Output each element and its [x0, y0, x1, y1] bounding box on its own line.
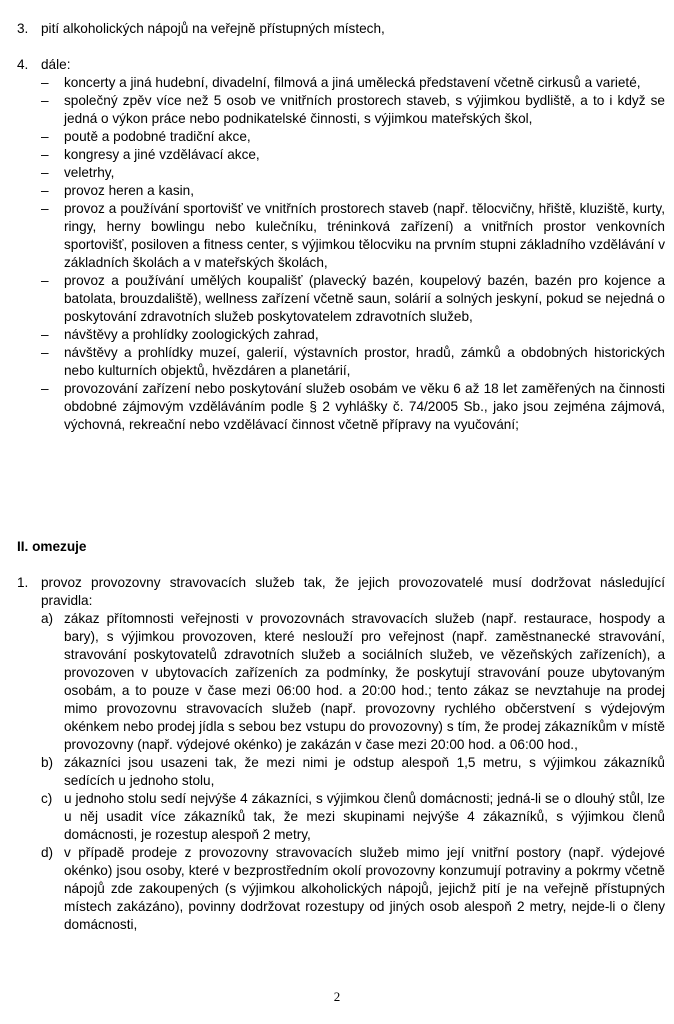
item-intro-text: provoz provozovny stravovacích služeb tak, že jejich provozovatelé musí dodržovat následující pravidla: [41, 575, 665, 608]
dash-bullet: – [41, 183, 49, 198]
list-item: – provoz a používání sportovišť ve vnitřních prostorech staveb (např. tělocvičny, hřiště, kluziště, kurty, ringy, herny bowlingu nebo kulečníku, tréninková zařízení) a vnitřních prostor venkovních sportovišť, posiloven a fitness center, s výjimkou tělocviku na prvním stupni základního vzdělávání v základních školách a v mateřských školách, [41, 201, 665, 270]
item-intro-text: dále: [41, 57, 71, 72]
dash-bullet: – [41, 201, 49, 216]
rule-letter: a) [41, 611, 54, 626]
list-item: – provoz heren a kasin, [41, 183, 194, 198]
rule-letter: b) [41, 755, 54, 770]
rules-list [17, 610, 665, 934]
rule-item: b) zákazníci jsou usazeni tak, že mezi nimi je odstup alespoň 1,5 metru, s výjimkou zákazníků sedících u jednoho stolu, [41, 755, 665, 788]
dash-bullet: – [41, 129, 49, 144]
list-item: – provozování zařízení nebo poskytování služeb osobám ve věku 6 až 18 let zaměřených na činnosti obdobné zájmovým vzděláváním podle § 2 vyhlášky č. 74/2005 Sb., jako jsou zejména zájmová, výchovná, rekreační nebo vzdělávací činnost včetně přípravy na vyučování; [41, 381, 665, 432]
rule-letter: d) [41, 845, 54, 860]
page-number: 2 [333, 989, 341, 1004]
rule-item: a) zákaz přítomnosti veřejnosti v provozovnách stravovacích služeb (např. restaurace, hospody a bary), s výjimkou provozoven, které neslouží pro veřejnost (např. zaměstnanecké stravování, stravování poskytovatelů zdravotních služeb a sociálních služeb, ve vězeňských zařízeních), a provozoven v ubytovacích zařízeních za podmínky, že poskytují stravování pouze ubytovaným osobám, a to pouze v čase mezi 06:00 hod. a 20:00 hod.; tento zákaz se nevztahuje na prodej mimo provozovnu stravovacích služeb (např. provozovny rychlého občerstvení s výdejovým okénkem nebo prodej jídla s sebou bez vstupu do provozovny) s tím, že prodej zákazníkům v místě provozovny (např. výdejové okénko) je zakázán v čase mezi 20:00 hod. a 06:00 hod., [41, 611, 665, 752]
dash-bullet: – [41, 165, 49, 180]
list-item: – kongresy a jiné vzdělávací akce, [41, 147, 260, 162]
item-number: 4. [17, 57, 29, 72]
list-item: – provoz a používání umělých koupališť (plavecký bazén, koupelový bazén, bazén pro kojence a batolata, brouzdaliště), wellness zařízení včetně saun, solárií a solných jeskyní, pokud se nejedná o poskytování zdravotních služeb poskytovatelem zdravotních služeb, [41, 273, 665, 324]
list-item: – koncerty a jiná hudební, divadelní, filmová a jiná umělecká představení včetně cirkusů a varieté, [41, 75, 641, 90]
item-text: pití alkoholických nápojů na veřejně přístupných místech, [41, 21, 385, 36]
item-number: 1. [17, 575, 29, 590]
list-item: – veletrhy, [41, 165, 115, 180]
rule-item: d) v případě prodeje z provozovny stravovacích služeb mimo její vnitřní postory (např. výdejové okénko) jsou osoby, které v bezprostředním okolí provozovny konzumují potraviny a pokrmy včetně nápojů zde zakoupených (s výjimkou alkoholických nápojů, jejichž pití je na veřejně přístupných místech zakázáno), povinny dodržovat rozestupy od jiných osob alespoň 2 metry, nejde-li o členy domácnosti, [41, 845, 665, 932]
list-item: – společný zpěv více než 5 osob ve vnitřních prostorech staveb, s výjimkou bydliště, a to i když se jedná o výkon práce nebo podnikatelské činnosti, s výjimkou mateřských škol, [41, 93, 665, 126]
list-item: – návštěvy a prohlídky zoologických zahrad, [41, 327, 319, 342]
dash-bullet: – [41, 345, 49, 360]
activity-list [17, 74, 665, 434]
list-item: – poutě a podobné tradiční akce, [41, 129, 251, 144]
dash-bullet: – [41, 327, 49, 342]
dash-bullet: – [41, 93, 49, 108]
list-item-4 [17, 56, 665, 434]
item-1-intro [17, 574, 665, 610]
rule-letter: c) [41, 791, 53, 806]
dash-bullet: – [41, 381, 49, 396]
list-item: – návštěvy a prohlídky muzeí, galerií, výstavních prostor, hradů, zámků a obdobných historických nebo kulturních objektů, hvězdáren a planetárií, [41, 345, 665, 378]
list-item-3 [17, 20, 674, 38]
item-4-intro [17, 56, 665, 74]
section-heading: II. omezuje [17, 539, 87, 554]
item-number: 3. [17, 21, 29, 36]
dash-bullet: – [41, 147, 49, 162]
dash-bullet: – [41, 273, 49, 288]
dash-bullet: – [41, 75, 49, 90]
rule-item: c) u jednoho stolu sedí nejvýše 4 zákazníci, s výjimkou členů domácnosti; jedná-li se o dlouhý stůl, lze u něj usadit více zákazníků tak, že mezi skupinami nejvýše 4 zákazníků, s výjimkou členů domácnosti, je rozestup alespoň 2 metry, [41, 791, 665, 842]
section-2-item-1 [17, 574, 665, 934]
